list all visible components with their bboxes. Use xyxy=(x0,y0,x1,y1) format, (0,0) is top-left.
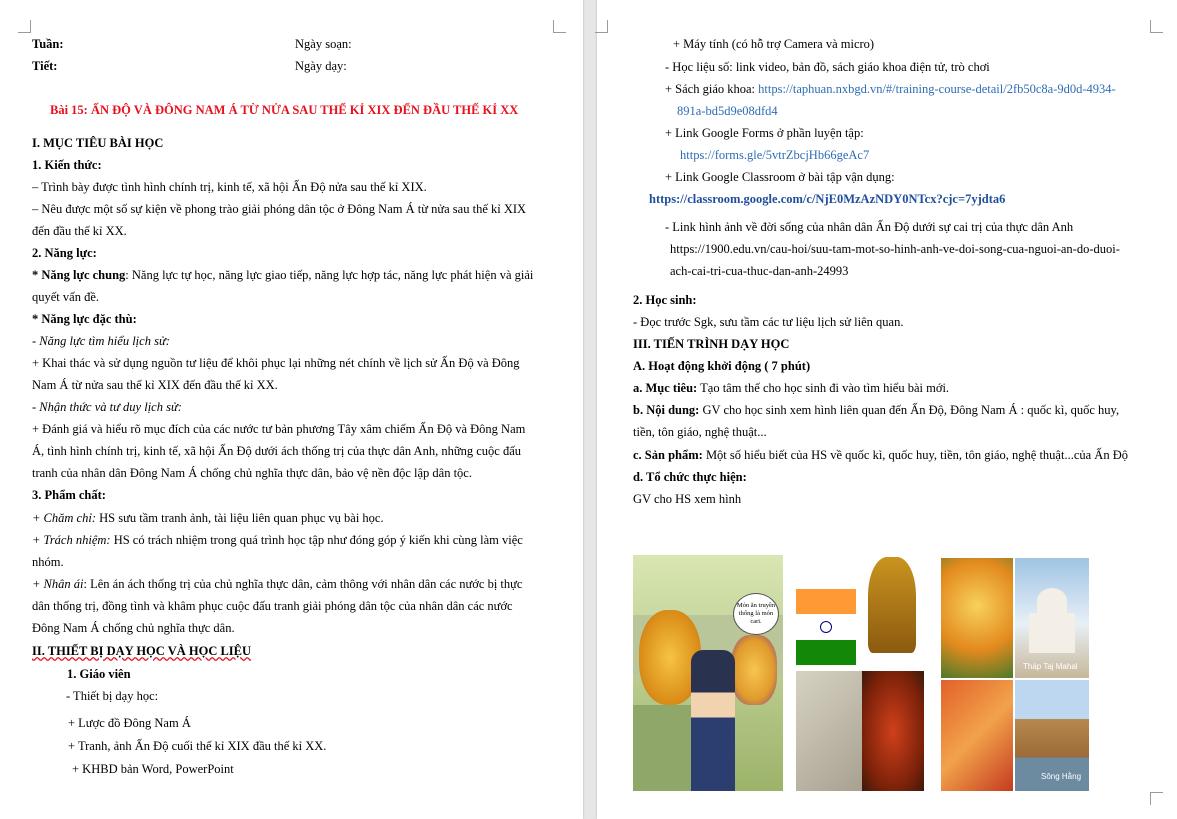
paragraph-line: + Đánh giá và hiểu rõ mục đích của các nước tư bản phương Tây xâm chiếm Ấn Độ và Đông Nam xyxy=(32,422,526,436)
bold-label: * Năng lực chung xyxy=(32,268,126,282)
list-item: + Lược đồ Đông Nam Á xyxy=(68,716,191,730)
food-plate-icon xyxy=(862,671,924,791)
sub-heading: 1. Giáo viên xyxy=(67,667,131,681)
section-heading: I. MỤC TIÊU BÀI HỌC xyxy=(32,136,164,150)
paragraph-line: GV cho HS xem hình xyxy=(633,492,742,506)
paragraph-line xyxy=(633,402,1119,418)
label-ngay-day: Ngày dạy: xyxy=(295,59,347,73)
sub-heading: * Năng lực đặc thù: xyxy=(32,312,137,326)
list-item: + KHBD bản Word, PowerPoint xyxy=(72,762,234,776)
ganges-caption: Sông Hằng xyxy=(1041,772,1082,781)
paragraph-line: tiền, tôn giáo, nghệ thuật... xyxy=(633,425,767,439)
sub-heading: A. Hoạt động khởi động ( 7 phút) xyxy=(633,359,811,373)
label-tiet: Tiết: xyxy=(32,59,58,73)
sgk-link[interactable]: 891a-bd5d9e08dfd4 xyxy=(677,104,778,118)
paragraph-line: đến đầu thế kỉ XX. xyxy=(32,224,127,238)
taj-mahal-icon xyxy=(1015,558,1089,678)
text-span: : Năng lực tự học, năng lực giao tiếp, năng lực hợp tác, năng lực phát hiện và giải xyxy=(125,268,534,282)
bold-label: c. Sản phẩm: xyxy=(633,448,703,462)
paragraph-line: nhóm. xyxy=(32,555,64,569)
crop-mark xyxy=(1150,792,1163,805)
text-span: HS sưu tầm tranh ảnh, tài liệu liên quan phục vụ bài học. xyxy=(95,511,384,525)
crop-mark xyxy=(553,20,566,33)
list-item: + Tranh, ảnh Ấn Độ cuối thế kỉ XIX đầu thế kỉ XX. xyxy=(68,739,327,753)
list-item: + Link Google Forms ở phần luyện tập: xyxy=(665,126,864,140)
lesson-title: Bài 15: ẤN ĐỘ VÀ ĐÔNG NAM Á TỪ NỬA SAU THẾ KỈ XIX ĐẾN ĐẦU THẾ KỈ XX xyxy=(50,103,519,117)
paragraph-line: – Trình bày được tình hình chính trị, kinh tế, xã hội Ấn Độ nửa sau thế kỉ XIX. xyxy=(32,180,427,194)
crop-mark xyxy=(1150,20,1163,33)
india-flag-icon xyxy=(796,589,856,665)
speech-bubble: Món ăn truyền thống là món cari. xyxy=(733,593,779,635)
currency-note-icon xyxy=(796,671,862,791)
bold-label: b. Nội dung: xyxy=(633,403,700,417)
list-item: - Link hình ảnh về đời sống của nhân dân Ấn Độ dưới sự cai trị của thực dân Anh xyxy=(665,220,1074,234)
forms-link[interactable]: https://forms.gle/5vtrZbcjHb66geAc7 xyxy=(680,148,870,162)
label-ngay-soan: Ngày soạn: xyxy=(295,37,352,51)
italic-label: + Chăm chỉ: xyxy=(32,511,96,525)
paragraph-line: – Nêu được một số sự kiện về phong trào giải phóng dân tộc ở Đông Nam Á từ nửa sau thế kỉ XIX xyxy=(32,202,527,216)
label-tuan: Tuần: xyxy=(32,37,64,51)
sub-heading: d. Tổ chức thực hiện: xyxy=(633,470,747,484)
sgk-link[interactable]: https://taphuan.nxbgd.vn/#/training-course-detail/2fb50c8a-9d0d-4934- xyxy=(758,82,1116,96)
india-symbols-image xyxy=(796,549,924,791)
text-span: HS có trách nhiệm trong quá trình học tập như đóng góp ý kiến khi cùng làm việc xyxy=(110,533,523,547)
sub-heading: 1. Kiến thức: xyxy=(32,158,102,172)
taj-caption: Tháp Taj Mahal xyxy=(1023,662,1078,671)
italic-label: + Trách nhiệm: xyxy=(32,533,111,547)
bold-label: a. Mục tiêu: xyxy=(633,381,698,395)
italic-heading: - Năng lực tìm hiểu lịch sử: xyxy=(32,334,170,348)
image-link[interactable]: https://1900.edu.vn/cau-hoi/suu-tam-mot-so-hinh-anh-ve-doi-song-cua-nguoi-an-do-duoi- xyxy=(670,242,1120,256)
paragraph-line: - Đọc trước Sgk, sưu tầm các tư liệu lịch sử liên quan. xyxy=(633,315,904,329)
paragraph-line xyxy=(32,532,523,548)
paragraph-line: - Thiết bị dạy học: xyxy=(66,689,159,703)
buddha-icon xyxy=(941,558,1013,678)
paragraph-line xyxy=(633,447,1128,463)
text-span: Tạo tâm thế cho học sinh đi vào tìm hiểu bài mới. xyxy=(697,381,950,395)
paragraph-line xyxy=(32,267,533,283)
emblem-frame xyxy=(860,549,924,665)
crop-mark xyxy=(595,20,608,33)
list-item: + Máy tính (có hỗ trợ Camera và micro) xyxy=(673,37,875,51)
sub-heading: 3. Phẩm chất: xyxy=(32,488,106,502)
document-page-left xyxy=(0,0,583,819)
list-item xyxy=(665,81,1116,97)
pilot-character-icon xyxy=(691,650,735,791)
national-emblem-icon xyxy=(868,557,916,653)
document-page-right xyxy=(597,0,1177,819)
paragraph-line xyxy=(32,576,522,592)
paragraph-line: Nam Á từ nửa sau thế kỉ XIX đến đầu thế kỉ XX. xyxy=(32,378,278,392)
paragraph-line: dân thống trị, đồng tình và khâm phục cuộc đấu tranh giải phóng dân tộc của nhân dân các nước xyxy=(32,599,513,613)
sub-heading: 2. Học sinh: xyxy=(633,293,697,307)
curry-illustration-image xyxy=(633,555,783,791)
crop-mark xyxy=(18,20,31,33)
text-span: GV cho học sinh xem hình liên quan đến Ấn Độ, Đông Nam Á : quốc kì, quốc huy, xyxy=(699,403,1120,417)
paragraph-line xyxy=(32,510,384,526)
dish-icon xyxy=(731,635,777,705)
list-item: + Link Google Classroom ở bài tập vận dụng: xyxy=(665,170,895,184)
image-link[interactable]: ach-cai-tri-cua-thuc-dan-anh-24993 xyxy=(670,264,849,278)
classroom-link[interactable]: https://classroom.google.com/c/NjE0MzAzNDY0NTcx?cjc=7yjdta6 xyxy=(649,192,1006,206)
paragraph-line: Á, tình hình chính trị, kinh tế, xã hội Ấn Độ dưới ách thống trị của thực dân Anh, những cuộc đấu xyxy=(32,444,522,458)
dancers-icon xyxy=(941,680,1013,791)
list-item: - Học liệu số: link video, bản đồ, sách giáo khoa điện tử, trò chơi xyxy=(665,60,990,74)
paragraph-line: tranh của nhân dân Đông Nam Á chống chủ nghĩa thực dân, bảo vệ nền độc lập dân tộc. xyxy=(32,466,472,480)
paragraph-line: Đông Nam Á chống chủ nghĩa thực dân. xyxy=(32,621,235,635)
grass-area xyxy=(633,705,691,791)
italic-heading: - Nhận thức và tư duy lịch sử: xyxy=(32,400,182,414)
culture-collage-image xyxy=(941,558,1089,791)
section-heading: II. THIẾT BỊ DẠY HỌC VÀ HỌC LIỆU xyxy=(32,644,252,658)
italic-label: + Nhân ái xyxy=(32,577,84,591)
paragraph-line: + Khai thác và sử dụng nguồn tư liệu để khôi phục lại những nét chính về lịch sử Ấn Độ và Đông xyxy=(32,356,520,370)
text-span: : Lên án ách thống trị của chủ nghĩa thực dân, cảm thông với nhân dân các nước bị thực xyxy=(83,577,523,591)
ganges-river-icon xyxy=(1015,680,1089,791)
paragraph-line xyxy=(633,380,949,396)
section-heading: III. TIẾN TRÌNH DẠY HỌC xyxy=(633,337,790,351)
text-span: + Sách giáo khoa: xyxy=(665,82,756,96)
paragraph-line: quyết vấn đề. xyxy=(32,290,99,304)
text-span: Một số hiểu biết của HS về quốc kì, quốc huy, tiền, tôn giáo, nghệ thuật...của Ấn Độ xyxy=(702,448,1128,462)
sub-heading: 2. Năng lực: xyxy=(32,246,97,260)
